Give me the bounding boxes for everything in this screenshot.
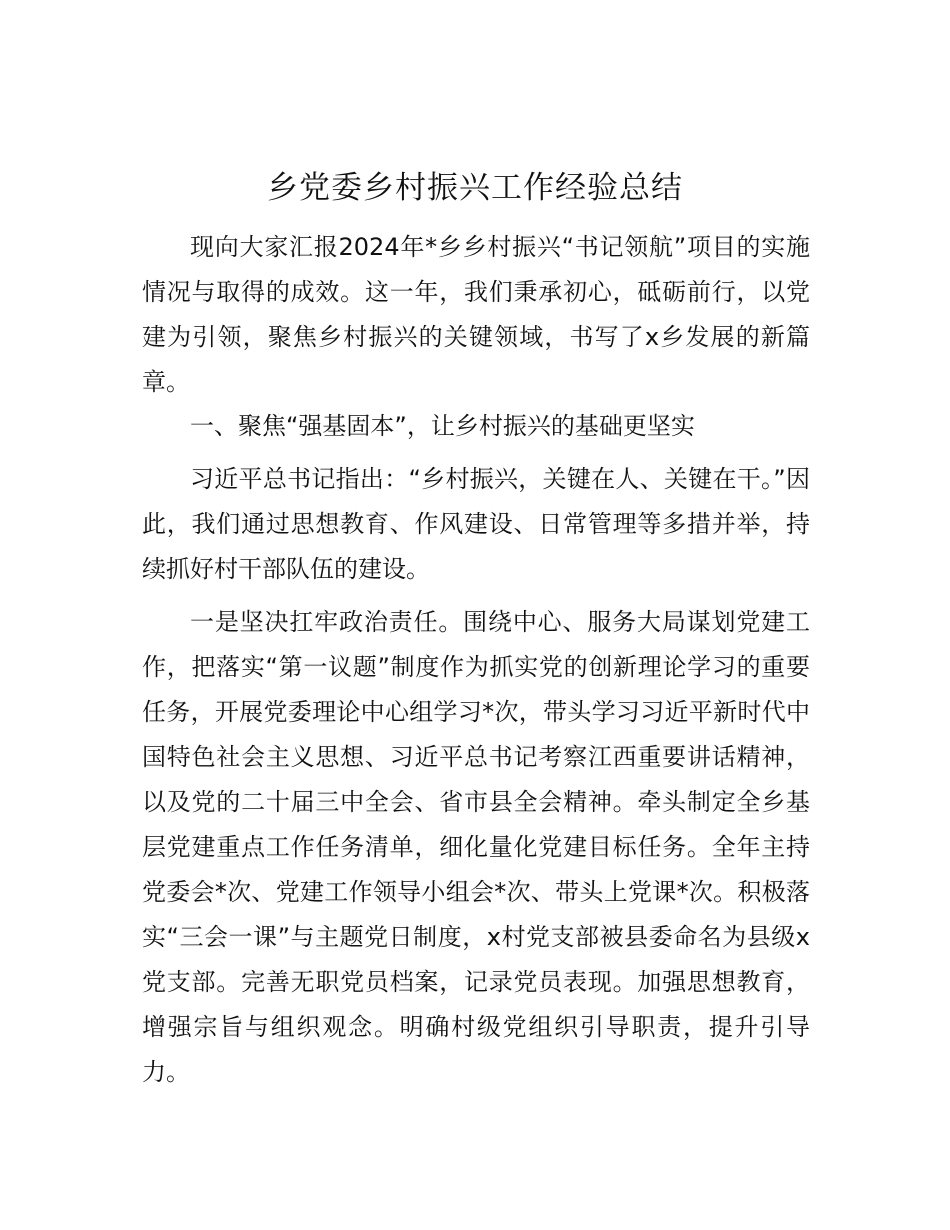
document-title: 乡党委乡村振兴工作经验总结 <box>267 170 683 206</box>
paragraph-text: 习近平总书记指出：“乡村振兴，关键在人、关键在干。”因此，我们通过思想教育、作风建设、日常管理等多措并举，持续抓好村干部队伍的建设。 <box>142 465 810 583</box>
body-paragraph-intro <box>142 225 810 405</box>
paragraph-text: 现向大家汇报2024年*乡乡村振兴“书记领航”项目的实施情况与取得的成效。这一年，我们秉承初心，砥砺前行，以党建为引领，聚焦乡村振兴的关键领域，书写了x乡发展的新篇章。 <box>142 233 810 396</box>
section-heading-1 <box>142 404 810 449</box>
paragraph-text: 一是坚决扛牢政治责任。围绕中心、服务大局谋划党建工作，把落实“第一议题”制度作为抓实党的创新理论学习的重要任务，开展党委理论中心组学习*次，带头学习习近平新时代中国特色社会主义思想、习近平总书记考察江西重要讲话精神，以及党的二十届三中全会、省市县全会精神。牵头制定全乡基层党建重点工作任务清单，细化量化党建目标任务。全年主持党委会*次、党建工作领导小组会*次、带头上党课*次。积极落实“三会一课”与主题党日制度，x村党支部被县委命名为县级x党支部。完善无职党员档案，记录党员表现。加强思想教育，增强宗旨与组织观念。明确村级党组织引导职责，提升引导力。 <box>142 608 810 1086</box>
body-paragraph-quote <box>142 457 810 592</box>
section-heading-text: 一、聚焦“强基固本”，让乡村振兴的基础更坚实 <box>190 412 695 440</box>
body-paragraph-political-responsibility <box>142 600 810 1095</box>
